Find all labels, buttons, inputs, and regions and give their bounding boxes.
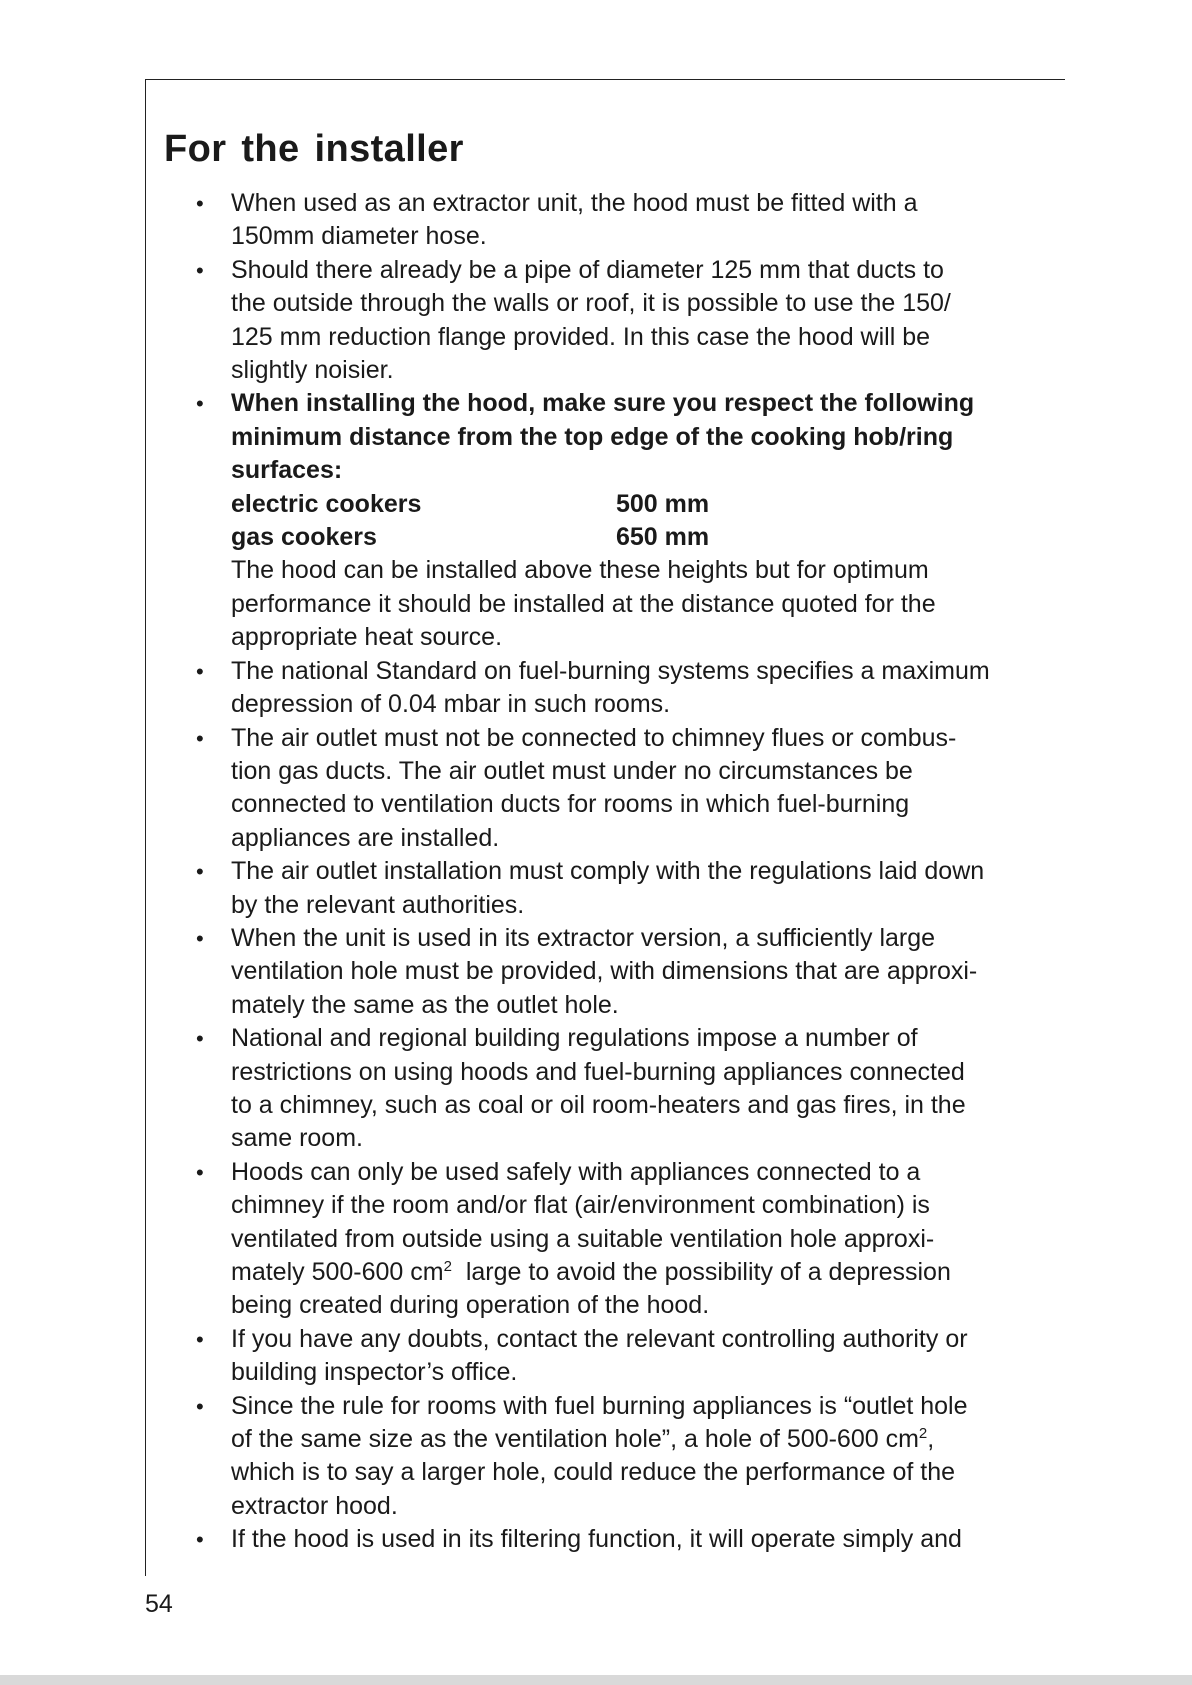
top-rule <box>145 79 1065 80</box>
superscript: 2 <box>443 1258 452 1275</box>
bullet-item <box>196 1323 1036 1390</box>
text-line: chimney if the room and/or flat (air/environment combination) is <box>231 1191 930 1220</box>
text-line: to a chimney, such as coal or oil room-heaters and gas fires, in the <box>231 1090 966 1119</box>
page-title: For the installer <box>164 128 464 170</box>
bullet-icon: • <box>196 925 204 951</box>
text-line: National and regional building regulations impose a number of <box>231 1024 918 1053</box>
bullet-item <box>196 1523 1036 1556</box>
bullet-item-distance-notice <box>196 387 1036 654</box>
page-bottom-edge <box>0 1675 1192 1685</box>
bullet-icon: • <box>196 658 204 684</box>
text-line: appliances are installed. <box>231 823 500 852</box>
bold-text-line: When installing the hood, make sure you respect the following <box>231 389 975 418</box>
distance-value: 650 mm <box>616 523 710 552</box>
bullet-icon: • <box>196 859 204 885</box>
bullet-item <box>196 1390 1036 1524</box>
text-line: by the relevant authorities. <box>231 890 525 919</box>
text-fragment: mately 500-600 cm <box>231 1258 444 1286</box>
text-line: Since the rule for rooms with fuel burning appliances is “outlet hole <box>231 1391 968 1420</box>
text-line: tion gas ducts. The air outlet must under no circumstances be <box>231 756 913 785</box>
text-line: connected to ventilation ducts for rooms in which fuel-burning <box>231 790 910 819</box>
text-line: 150mm diameter hose. <box>231 222 487 251</box>
bullet-icon: • <box>196 1527 204 1553</box>
bullet-item <box>196 1156 1036 1323</box>
bullet-icon: • <box>196 1393 204 1419</box>
text-fragment: large to avoid the possibility of a depression <box>451 1258 951 1286</box>
bold-text-line: minimum distance from the top edge of the cooking hob/ring <box>231 422 954 451</box>
text-line: which is to say a larger hole, could reduce the performance of the <box>231 1458 956 1487</box>
bullet-item <box>196 655 1036 722</box>
left-margin-rule <box>145 79 146 1576</box>
text-line: Hoods can only be used safely with appliances connected to a <box>231 1157 921 1186</box>
text-line: The national Standard on fuel-burning systems specifies a maximum <box>231 656 990 685</box>
bullet-icon: • <box>196 1026 204 1052</box>
text-line: building inspector’s office. <box>231 1358 518 1387</box>
bullet-icon: • <box>196 391 204 417</box>
text-line: If the hood is used in its filtering function, it will operate simply and <box>231 1525 962 1554</box>
text-line: When the unit is used in its extractor version, a sufficiently large <box>231 923 936 952</box>
text-line: depression of 0.04 mbar in such rooms. <box>231 690 671 719</box>
text-line: The air outlet installation must comply with the regulations laid down <box>231 857 985 886</box>
text-line: 125 mm reduction flange provided. In this case the hood will be <box>231 322 931 351</box>
text-line: ventilation hole must be provided, with dimensions that are approxi- <box>231 957 978 986</box>
superscript: 2 <box>918 1425 928 1443</box>
bullet-icon: • <box>196 1159 204 1185</box>
text-line: the outside through the walls or roof, it is possible to use the 150/ <box>231 289 951 318</box>
bullet-icon: • <box>196 257 204 283</box>
bullet-item <box>196 922 1036 1022</box>
bold-text-line: surfaces: <box>231 456 343 485</box>
bullet-icon: • <box>196 191 204 216</box>
text-line: appropriate heat source. <box>231 623 503 652</box>
text-line: When used as an extractor unit, the hood must be fitted with a <box>231 189 918 217</box>
installer-instructions <box>196 187 1036 1557</box>
cooker-type-label: electric cookers <box>231 489 422 518</box>
text-line: restrictions on using hoods and fuel-burning appliances connected <box>231 1057 965 1086</box>
page-number: 54 <box>145 1590 173 1618</box>
text-line-with-superscript <box>231 1256 1036 1289</box>
bullet-item <box>196 254 1036 388</box>
bullet-item <box>196 722 1036 856</box>
text-line: If you have any doubts, contact the relevant controlling authority or <box>231 1324 968 1353</box>
bullet-item <box>196 187 1036 254</box>
bullet-icon: • <box>196 1326 204 1352</box>
distance-row-electric <box>231 488 1036 521</box>
text-fragment: , <box>927 1425 935 1454</box>
bullet-item <box>196 1022 1036 1156</box>
text-line: The hood can be installed above these heights but for optimum <box>231 556 929 585</box>
text-line: performance it should be installed at the distance quoted for the <box>231 589 936 618</box>
text-line: slightly noisier. <box>231 356 394 385</box>
bullet-icon: • <box>196 725 204 751</box>
text-line: mately the same as the outlet hole. <box>231 990 619 1019</box>
cooker-type-label: gas cookers <box>231 523 377 552</box>
distance-value: 500 mm <box>616 489 710 518</box>
text-line-with-superscript <box>231 1423 1036 1456</box>
text-line: extractor hood. <box>231 1491 398 1520</box>
text-line: The air outlet must not be connected to chimney flues or combus- <box>231 723 957 752</box>
bullet-item <box>196 855 1036 922</box>
text-line: same room. <box>231 1124 363 1153</box>
distance-row-gas <box>231 521 1036 554</box>
text-line: being created during operation of the hood. <box>231 1291 710 1320</box>
text-fragment: of the same size as the ventilation hole”, a hole of 500-600 cm <box>231 1425 919 1454</box>
text-line: Should there already be a pipe of diameter 125 mm that ducts to <box>231 255 944 284</box>
text-line: ventilated from outside using a suitable ventilation hole approxi- <box>231 1224 935 1253</box>
